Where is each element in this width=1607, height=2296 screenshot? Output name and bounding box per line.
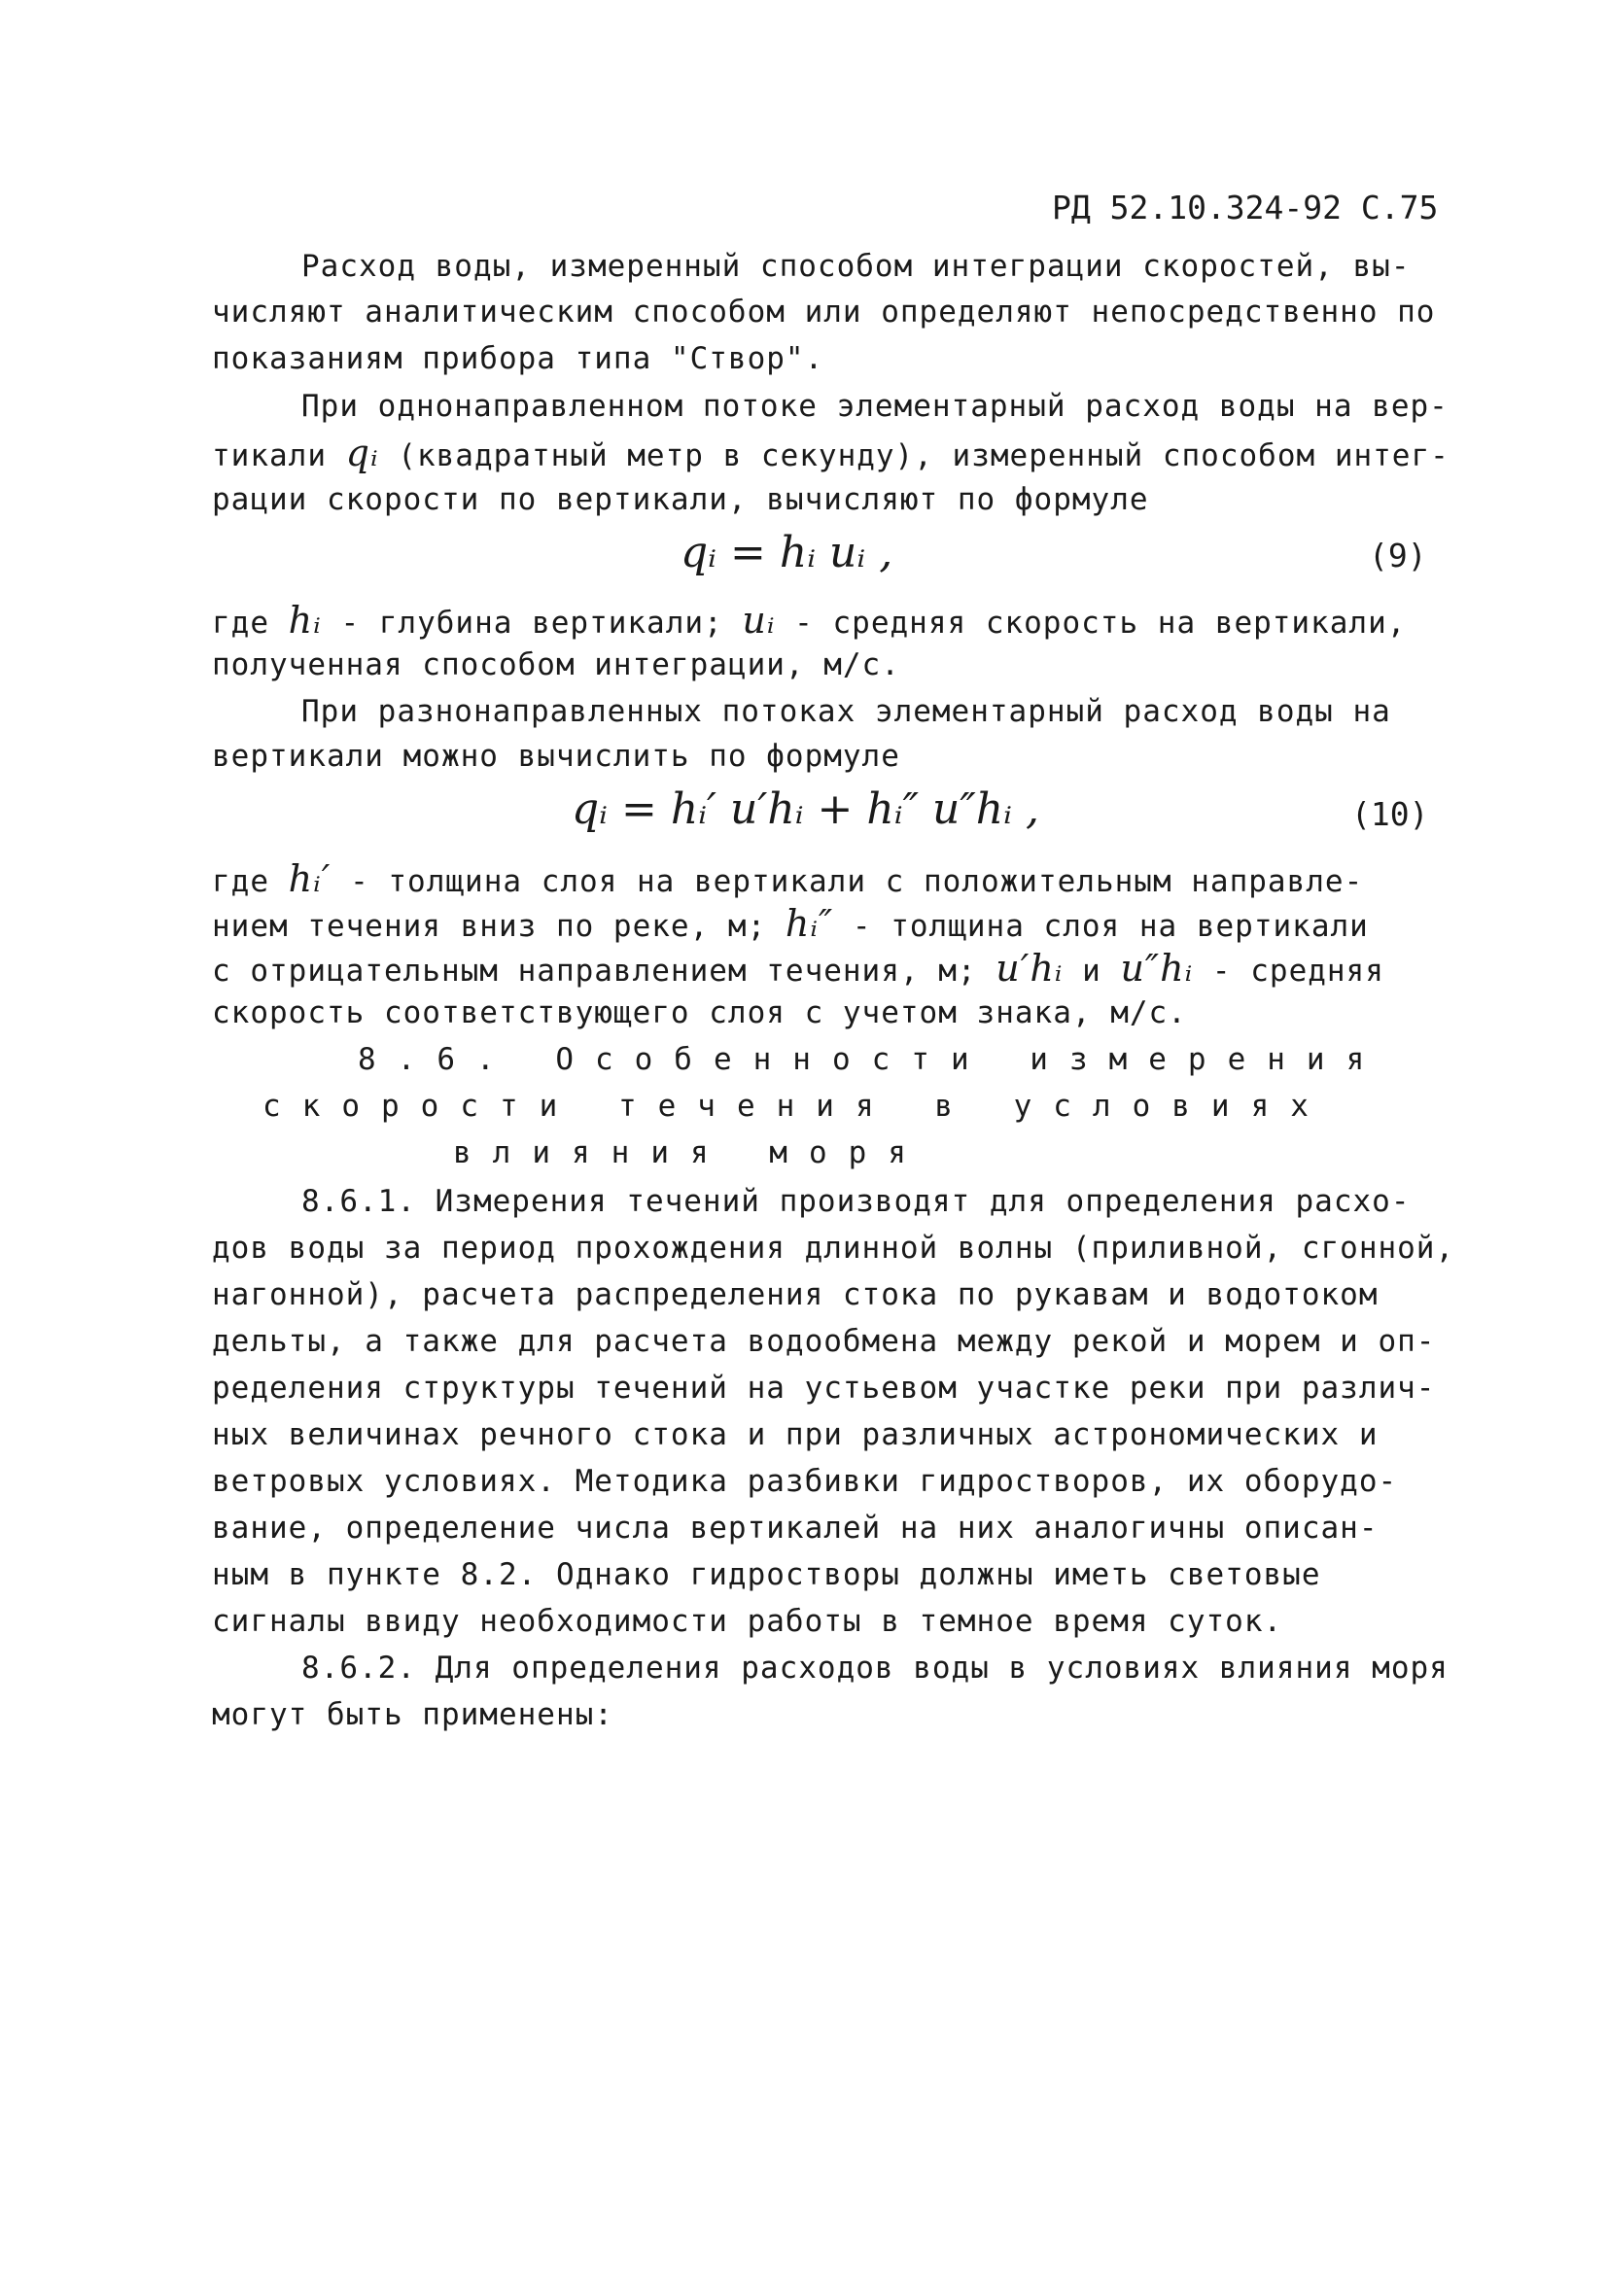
symbol-u-prime: u′hᵢ — [996, 947, 1064, 990]
text-segment: где — [212, 606, 289, 641]
paragraph-861-line-7: ветровых условиях. Методика разбивки гидростворов, их оборудо- — [212, 1464, 1398, 1499]
text-segment: - глубина вертикали; — [321, 606, 743, 641]
paragraph-861-line-8: вание, определение числа вертикалей на них аналогичны описан- — [212, 1511, 1379, 1546]
text-segment: тикали — [212, 438, 346, 473]
paragraph-861-line-5: ределения структуры течений на устьевом участке реки при различ- — [212, 1371, 1436, 1406]
symbol-h-i-double-prime: hᵢ″ — [785, 902, 834, 945]
paragraph-2-line-1: При однонаправленном потоке элементарный расход воды на вер- — [301, 389, 1449, 424]
paragraph-861-line-6: ных величинах речного стока и при различных астрономических и — [212, 1417, 1379, 1452]
where-9-line-2: полученная способом интеграции, м/с. — [212, 647, 900, 682]
text-segment: (квадратный метр в секунду), измеренный способом интег- — [378, 438, 1450, 473]
text-segment: с отрицательным направлением течения, м; — [212, 954, 996, 989]
where-10-line-3 — [212, 949, 1384, 991]
paragraph-861-line-1: 8.6.1. Измерения течений производят для определения расхо- — [301, 1184, 1411, 1219]
text-segment: - толщина слоя на вертикали с положительным направле- — [331, 864, 1364, 899]
symbol-h-i: hᵢ — [288, 599, 322, 642]
paragraph-861-line-3: нагонной), расчета распределения стока по рукавам и водотоком — [212, 1277, 1379, 1312]
paragraph-2-line-2 — [212, 434, 1450, 475]
text-segment: - толщина слоя на вертикали — [833, 909, 1369, 944]
document-code-header: РД 52.10.324-92 С.75 — [1052, 189, 1439, 226]
symbol-u-i: uᵢ — [742, 599, 776, 642]
paragraph-862-line-1: 8.6.2. Для определения расходов воды в условиях влияния моря — [301, 1651, 1449, 1686]
text-segment: - средняя — [1193, 954, 1384, 989]
paragraph-1-line-3: показаниям прибора типа "Створ". — [212, 341, 824, 376]
symbol-u-double-prime: u″hᵢ — [1120, 947, 1194, 990]
text-segment: где — [212, 864, 289, 899]
paragraph-861-line-9: ным в пункте 8.2. Однако гидростворы должны иметь световые — [212, 1557, 1321, 1592]
paragraph-1-line-1: Расход воды, измеренный способом интеграции скоростей, вы- — [301, 249, 1411, 284]
symbol-h-i-prime: hᵢ′ — [288, 857, 332, 900]
paragraph-3-line-1: При разнонаправленных потоках элементарный расход воды на — [301, 694, 1391, 729]
paragraph-2-line-3: рации скорости по вертикали, вычисляют по формуле — [212, 482, 1149, 517]
paragraph-861-line-2: дов воды за период прохождения длинной волны (приливной, сгонной, — [212, 1231, 1455, 1266]
formula-9: qᵢ = hᵢ uᵢ , — [681, 528, 893, 577]
paragraph-862-line-2: могут быть применены: — [212, 1697, 613, 1732]
section-heading-line-3: влияния моря — [453, 1135, 927, 1170]
paragraph-3-line-2: вертикали можно вычислить по формуле — [212, 739, 900, 774]
formula-9-number: (9) — [1369, 537, 1427, 574]
text-segment: и — [1063, 954, 1121, 989]
text-segment: - средняя скорость на вертикали, — [775, 606, 1407, 641]
where-10-line-4: скорость соответствующего слоя с учетом знака, м/с. — [212, 995, 1187, 1030]
formula-10: qᵢ = hᵢ′ u′hᵢ + hᵢ″ u″hᵢ , — [572, 784, 1039, 834]
where-10-line-1 — [212, 859, 1363, 901]
text-segment: нием течения вниз по реке, м; — [212, 909, 786, 944]
paragraph-861-line-4: дельты, а также для расчета водообмена между рекой и морем и оп- — [212, 1324, 1436, 1359]
formula-10-number: (10) — [1351, 795, 1429, 833]
where-9-line-1 — [212, 601, 1406, 643]
paragraph-861-line-10: сигналы ввиду необходимости работы в темное время суток. — [212, 1604, 1283, 1639]
section-heading-line-1: 8.6. Особенности измерения — [358, 1042, 1386, 1077]
where-10-line-2 — [212, 904, 1369, 946]
symbol-q-i: qᵢ — [345, 432, 379, 474]
section-heading-line-2: скорости течения в условиях — [262, 1089, 1330, 1124]
paragraph-1-line-2: числяют аналитическим способом или определяют непосредственно по — [212, 295, 1436, 330]
